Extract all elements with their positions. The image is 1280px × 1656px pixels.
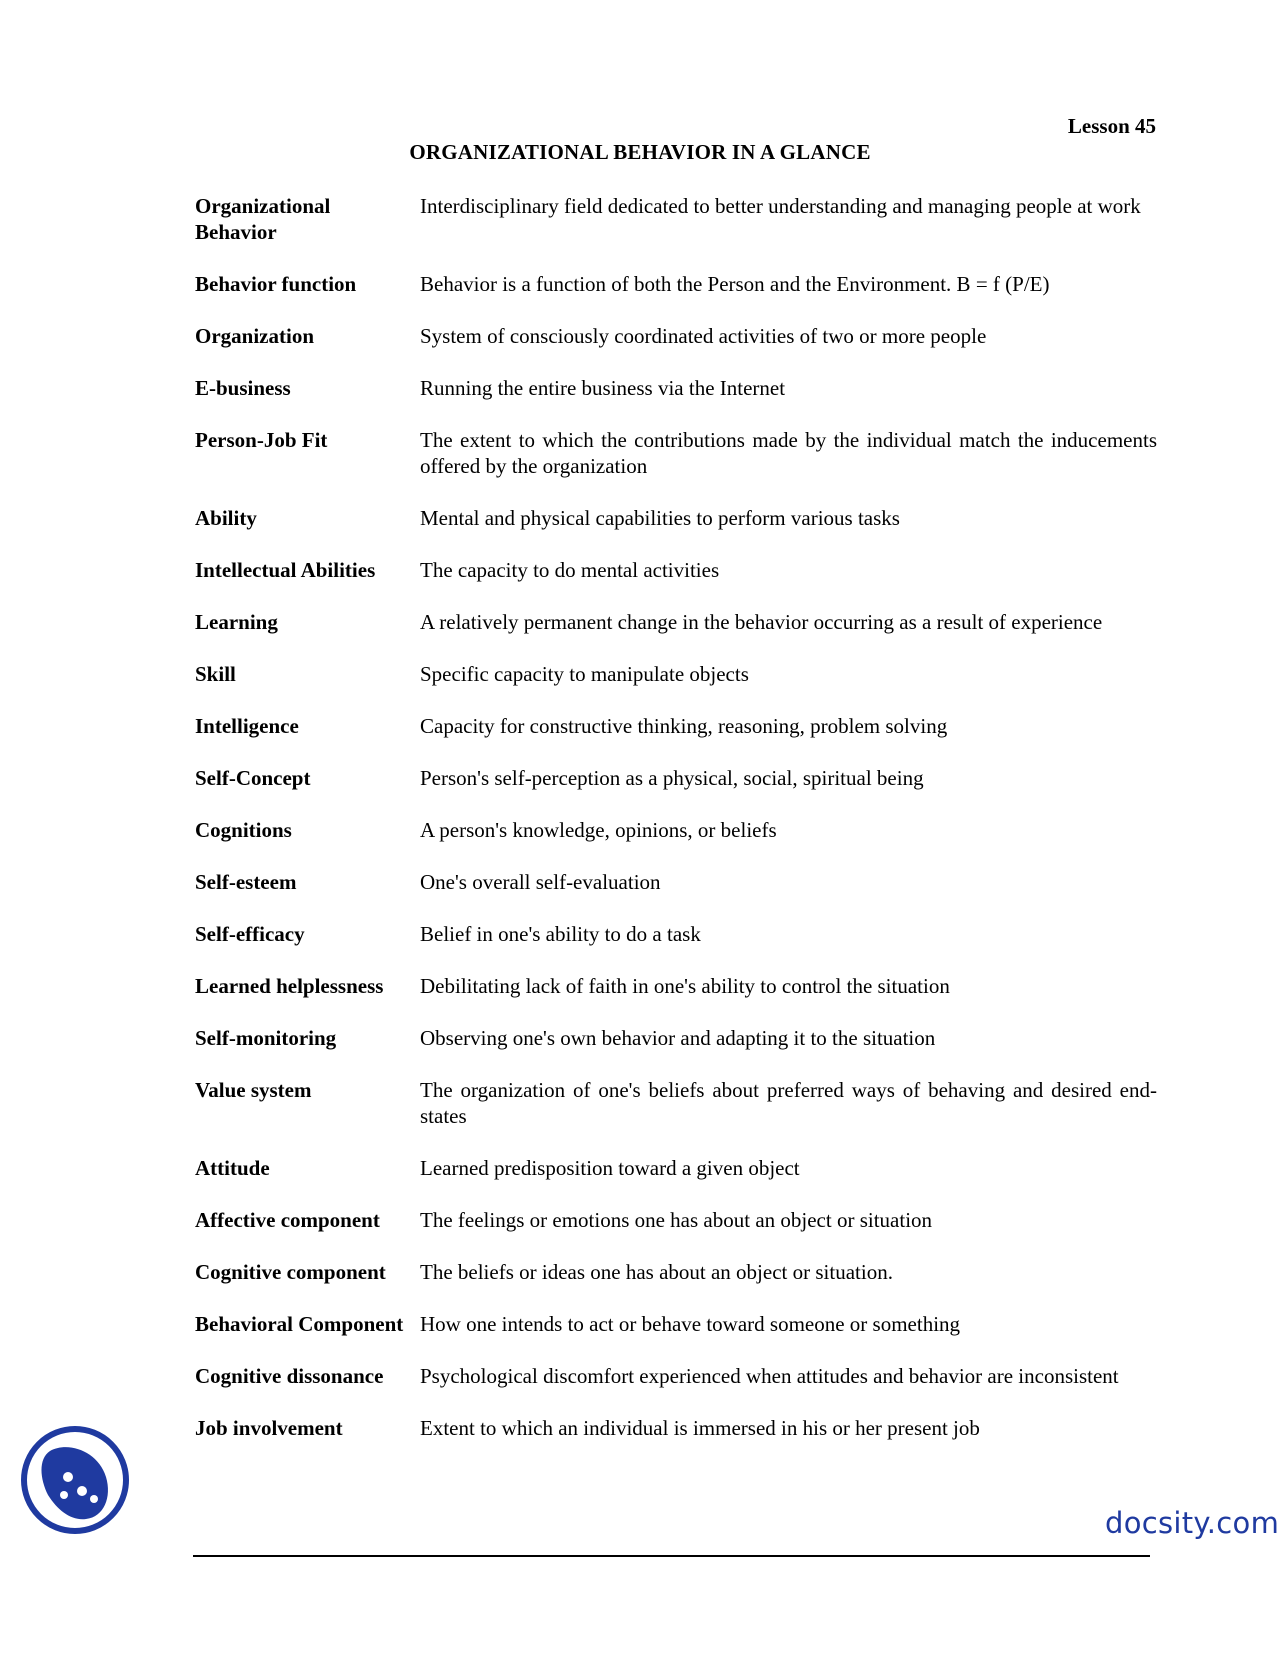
glossary-definition: The extent to which the contributions made by the individual match the inducements offered by the organization [420,428,1157,478]
glossary-term: Behavioral Component [195,1312,404,1336]
glossary-term: Behavior function [195,272,357,296]
glossary-definition: Running the entire business via the Internet [420,376,786,400]
glossary-term: Cognitive dissonance [195,1364,384,1388]
glossary-term: Person-Job Fit [195,428,328,452]
glossary-entry [195,1025,1157,1051]
glossary-definition: Learned predisposition toward a given object [420,1156,800,1180]
glossary-entry [195,973,1157,999]
glossary-entry [195,609,1157,635]
glossary-entry [195,375,1157,401]
glossary-entry [195,1077,1157,1129]
glossary-term: E-business [195,376,291,400]
glossary-term: Attitude [195,1156,270,1180]
lesson-number: Lesson 45 [1067,114,1156,138]
glossary-definition: The feelings or emotions one has about an object or situation [420,1208,933,1232]
glossary-entry [195,869,1157,895]
glossary-entry [195,1311,1157,1337]
glossary-entry [195,193,1157,245]
glossary-term: Job involvement [195,1416,343,1440]
glossary-term: Organization [195,324,314,348]
glossary-definition: The organization of one's beliefs about preferred ways of behaving and desired end-states [420,1078,1157,1128]
glossary-entry [195,713,1157,739]
glossary-term: Skill [195,662,236,686]
glossary-entry [195,271,1157,297]
glossary-term: Intelligence [195,714,299,738]
glossary-term: Cognitions [195,818,292,842]
glossary-entry [195,557,1157,583]
glossary-entry [195,921,1157,947]
glossary-term: Intellectual Abilities [195,558,376,582]
glossary-definition: Belief in one's ability to do a task [420,922,701,946]
glossary-term: Learned helplessness [195,974,384,998]
glossary-entry [195,323,1157,349]
glossary-entry [195,765,1157,791]
glossary-definition: How one intends to act or behave toward someone or something [420,1312,961,1336]
glossary-entry [195,505,1157,531]
glossary-term: Learning [195,610,278,634]
glossary-entry [195,1259,1157,1285]
page-title: ORGANIZATIONAL BEHAVIOR IN A GLANCE [409,140,871,164]
glossary-definition: The beliefs or ideas one has about an object or situation. [420,1260,893,1284]
glossary-definition: The capacity to do mental activities [420,558,720,582]
glossary-entry [195,1207,1157,1233]
glossary-term: Self-Concept [195,766,311,790]
glossary-definition: Mental and physical capabilities to perform various tasks [420,506,900,530]
glossary-entry [195,1415,1157,1441]
glossary-term: Affective component [195,1208,380,1232]
glossary-definition: Observing one's own behavior and adapting it to the situation [420,1026,936,1050]
glossary-entry [195,427,1157,479]
glossary-entry [195,1363,1157,1389]
glossary-definition: Psychological discomfort experienced when attitudes and behavior are inconsistent [420,1364,1119,1388]
glossary-term: Cognitive component [195,1260,386,1284]
glossary-term: Self-efficacy [195,922,305,946]
glossary-definition: Specific capacity to manipulate objects [420,662,749,686]
glossary-entry [195,817,1157,843]
glossary-term: Self-monitoring [195,1026,337,1050]
glossary-term: Organizational Behavior [195,194,331,244]
glossary-definition: Behavior is a function of both the Person and the Environment. B = f (P/E) [420,272,1050,296]
footer-divider [193,1555,1150,1557]
glossary-definition: System of consciously coordinated activities of two or more people [420,324,987,348]
glossary-entry [195,1155,1157,1181]
glossary-list [195,193,1157,1467]
glossary-definition: A person's knowledge, opinions, or beliefs [420,818,777,842]
glossary-term: Ability [195,506,257,530]
glossary-definition: Person's self-perception as a physical, social, spiritual being [420,766,924,790]
glossary-definition: Extent to which an individual is immersed in his or her present job [420,1416,980,1440]
glossary-term: Self-esteem [195,870,297,894]
glossary-definition: Capacity for constructive thinking, reasoning, problem solving [420,714,948,738]
docsity-watermark[interactable]: docsity.com [1105,1506,1280,1540]
glossary-definition: Debilitating lack of faith in one's ability to control the situation [420,974,950,998]
glossary-term: Value system [195,1078,312,1102]
glossary-definition: One's overall self-evaluation [420,870,661,894]
glossary-entry [195,661,1157,687]
docsity-logo-icon [20,1425,130,1535]
glossary-definition: A relatively permanent change in the behavior occurring as a result of experience [420,610,1103,634]
glossary-definition: Interdisciplinary field dedicated to better understanding and managing people at work [420,194,1141,218]
